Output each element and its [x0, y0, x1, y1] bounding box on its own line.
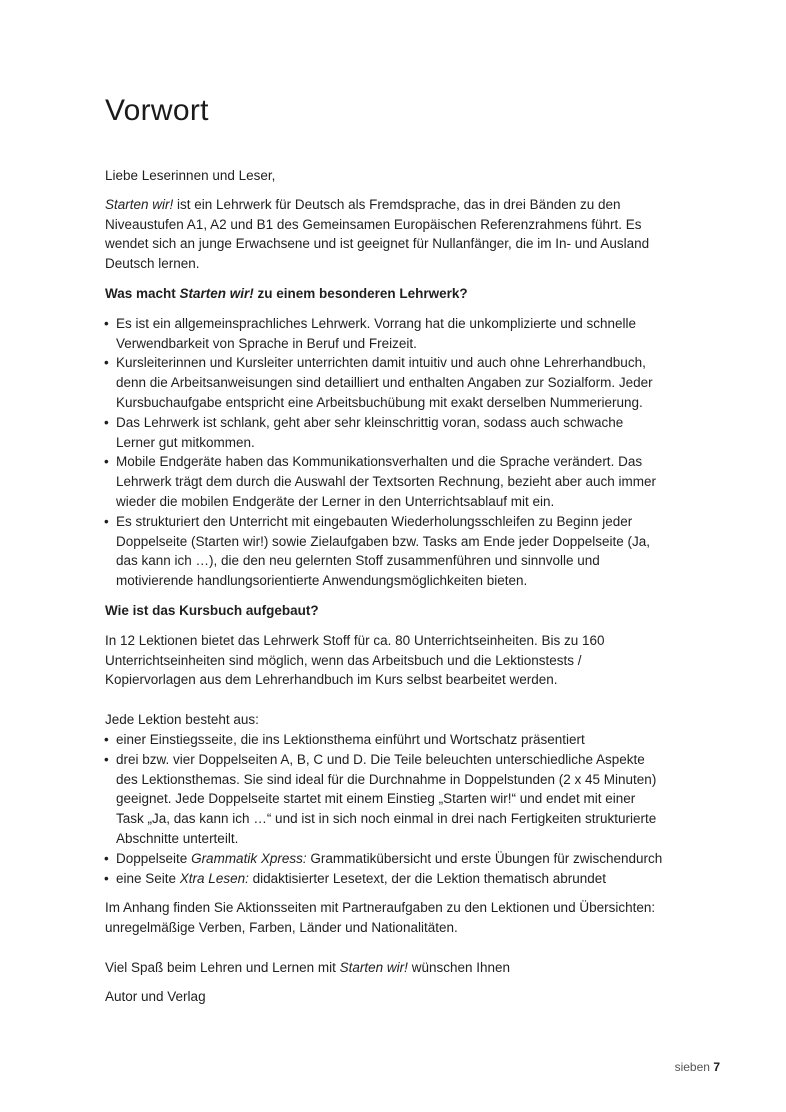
section1-heading-post: zu einem besonderen Lehrwerk?: [253, 285, 468, 301]
page-title: Vorwort: [105, 94, 209, 127]
closing-italic: Starten wir!: [339, 959, 408, 975]
list-item-text: Doppelseite: [116, 850, 192, 866]
page-number-word: sieben: [674, 1060, 710, 1074]
page-content: [105, 92, 665, 1006]
intro-paragraph: [105, 195, 665, 274]
section1-heading-pre: Was macht: [105, 285, 180, 301]
list-item-text: Es strukturiert den Unterricht mit eingebauten Wiederholungsschleifen zu Beginn jeder Doppelseite (Starten wir!) sowie Zielaufgaben bzw. Tasks am Ende jeder Doppelseite (Ja, das kann ich …), die den neu gelernten Stoff zusammenführen und sinnvolle und motivierende handlungsorientierte Anwendungsmöglichkeiten bieten.: [116, 513, 651, 589]
bullet-dot: •: [104, 414, 109, 430]
section1-heading-italic: Starten wir!: [179, 285, 254, 301]
closing-pre: Viel Spaß beim Lehren und Lernen mit: [105, 959, 340, 975]
appendix-paragraph: Im Anhang finden Sie Aktionsseiten mit Partneraufgaben zu den Lektionen und Übersichten: unregelmäßige Verben, Farben, Länder und Nationalitäten.: [105, 900, 656, 936]
bullet-dot: •: [104, 315, 109, 331]
greeting: Liebe Leserinnen und Leser,: [105, 168, 276, 183]
list-item-text-post: Grammatikübersicht und erste Übungen für zwischendurch: [306, 850, 663, 866]
closing-line: [105, 958, 665, 978]
bullet-dot: •: [104, 513, 109, 529]
list-item-text: einer Einstiegsseite, die ins Lektionsthema einführt und Wortschatz präsentiert: [116, 731, 585, 747]
list-item: [105, 353, 665, 412]
list-item: [105, 869, 665, 889]
closing-post: wünschen Ihnen: [407, 959, 511, 975]
lesson-structure-list: [105, 730, 665, 888]
bullet-dot: •: [104, 870, 109, 886]
bullet-dot: •: [104, 355, 109, 371]
list-item: [105, 452, 665, 511]
section-heading-special: [105, 284, 665, 304]
signature: Autor und Verlag: [105, 988, 206, 1004]
bullet-dot: •: [104, 454, 109, 470]
list-item-text-post: didaktisierter Lesetext, der die Lektion thematisch abrundet: [248, 870, 607, 886]
list-item-text: Kursleiterinnen und Kursleiter unterrichten damit intuitiv und auch ohne Lehrerhandbuch, denn die Arbeitsanweisungen sind detailliert und enthalten Angaben zur Sozialform. Jeder Kursbuchaufgabe entspricht eine Arbeitsbuchübung mit exakt derselben Nummerierung.: [116, 355, 653, 410]
list-item: [105, 750, 665, 849]
list-item: [105, 314, 665, 354]
bullet-dot: •: [104, 751, 109, 767]
list-item: [105, 730, 665, 750]
list-item-text: Es ist ein allgemeinsprachliches Lehrwerk. Vorrang hat die unkomplizierte und schnelle Verwendbarkeit von Sprache in Beruf und Freizeit.: [116, 315, 637, 351]
intro-title-italic: Starten wir!: [105, 196, 174, 212]
lesson-list-intro: Jede Lektion besteht aus:: [105, 712, 259, 728]
list-item: [105, 512, 665, 591]
bullet-dot: •: [104, 850, 109, 866]
structure-paragraph: In 12 Lektionen bietet das Lehrwerk Stoff für ca. 80 Unterrichtseinheiten. Bis zu 160 Unterrichtseinheiten sind möglich, wenn das Arbeitsbuch und die Lektionstests / Kopiervorlagen aus dem Lehrerhandbuch im Kurs selbst bearbeitet werden.: [105, 632, 605, 688]
list-item-text: drei bzw. vier Doppelseiten A, B, C und D. Die Teile beleuchten unterschiedliche Aspekte des Lektionsthemas. Sie sind ideal für die Durchnahme in Doppelstunden (2 x 45 Minuten) geeignet. Jede Doppelseite startet mit einem Einstieg „Starten wir!“ und endet mit einer Task „Ja, das kann ich …“ und ist in sich noch einmal in drei nach Fertigkeiten strukturierte Abschnitte unterteilt.: [116, 751, 657, 846]
list-item: [105, 849, 665, 869]
list-item-italic: Grammatik Xpress:: [191, 850, 307, 866]
section-heading-structure: Wie ist das Kursbuch aufgebaut?: [105, 602, 319, 618]
feature-list: [105, 314, 665, 591]
bullet-dot: •: [104, 731, 109, 747]
list-item-text: Das Lehrwerk ist schlank, geht aber sehr kleinschrittig voran, sodass auch schwache Lerner gut mitkommen.: [116, 414, 624, 450]
page-number-footer: [675, 1060, 720, 1074]
list-item-text: Mobile Endgeräte haben das Kommunikationsverhalten und die Sprache verändert. Das Lehrwerk trägt dem durch die Auswahl der Textsorten Rechnung, bezieht aber auch immer wieder die mobilen Endgeräte der Lerner in den Unterrichtsablauf mit ein.: [116, 454, 657, 509]
intro-text: ist ein Lehrwerk für Deutsch als Fremdsprache, das in drei Bänden zu den Niveaustufen A1, A2 und B1 des Gemeinsamen Europäischen Referenzrahmens führt. Es wendet sich an junge Erwachsene und ist geeignet für Nullanfänger, die im In- und Ausland Deutsch lernen.: [105, 196, 650, 272]
list-item-text: eine Seite: [116, 870, 180, 886]
page-number: 7: [713, 1060, 720, 1074]
list-item: [105, 413, 665, 453]
list-item-italic: Xtra Lesen:: [179, 870, 249, 886]
